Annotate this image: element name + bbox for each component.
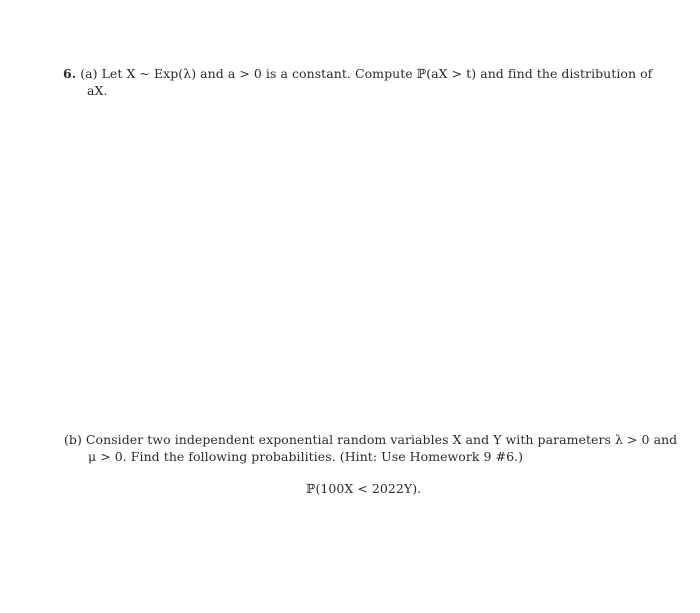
part-b-text-line-1: (b) Consider two independent exponential random variables X and Y with parameters λ > 0 and [64, 432, 678, 447]
part-b-text-line-2: μ > 0. Find the following probabilities. (Hint: Use Homework 9 #6.) [88, 449, 524, 464]
part-b-probability-formula: ℙ(100X < 2022Y). [306, 481, 422, 496]
problem-6-part-a-line-1 [63, 66, 652, 81]
problem-number: 6. [63, 66, 77, 81]
part-a-text-line-1: (a) Let X ~ Exp(λ) and a > 0 is a constant. Compute ℙ(aX > t) and find the distribution of [80, 66, 653, 81]
part-a-text-line-2: aX. [87, 83, 108, 98]
